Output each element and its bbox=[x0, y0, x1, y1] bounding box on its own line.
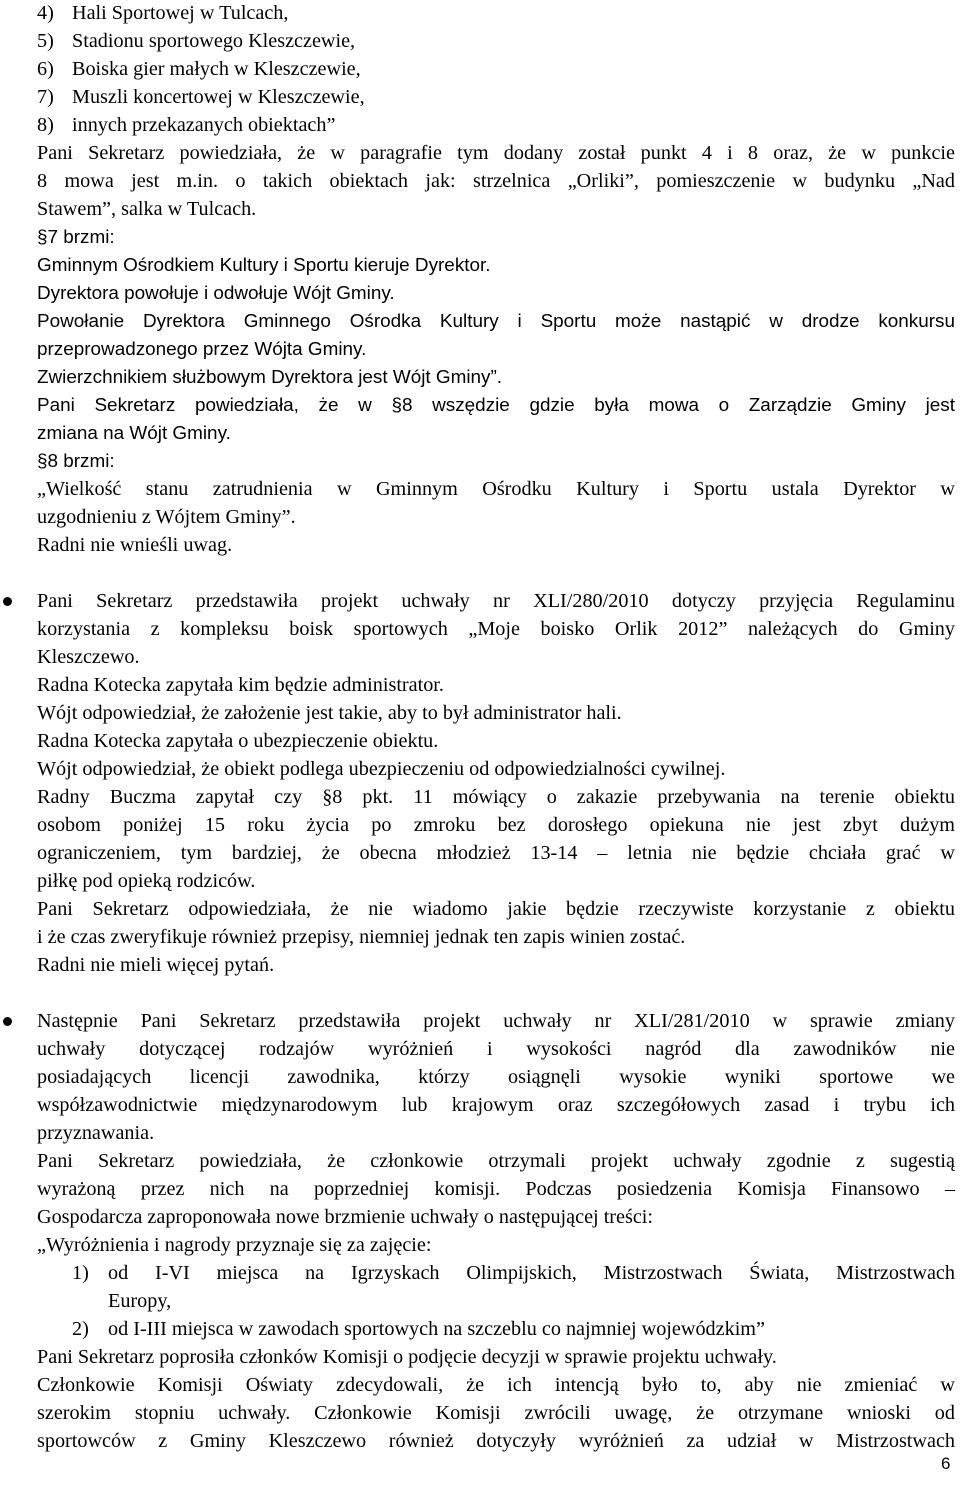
paragraph-line: korzystania z kompleksu boisk sportowych „Moje boisko Orlik 2012” należących do Gminy bbox=[37, 618, 955, 640]
paragraph-line: Następnie Pani Sekretarz przedstawiła projekt uchwały nr XLI/281/2010 w sprawie zmiany bbox=[37, 1010, 955, 1032]
list-number: 6) bbox=[37, 58, 54, 80]
paragraph-line: 8 mowa jest m.in. o takich obiektach jak: strzelnica „Orliki”, pomieszczenie w budynku „Nad bbox=[37, 170, 955, 192]
paragraph-line: Radna Kotecka zapytała kim będzie administrator. bbox=[37, 674, 444, 696]
page-number: 6 bbox=[941, 1454, 951, 1473]
paragraph-line: Kleszczewo. bbox=[37, 646, 140, 668]
paragraph-line: §7 brzmi: bbox=[37, 227, 115, 248]
paragraph-line: Pani Sekretarz poprosiła członków Komisji o podjęcie decyzji w sprawie projektu uchwały. bbox=[37, 1346, 777, 1368]
list-number: 1) bbox=[72, 1262, 89, 1284]
paragraph-line: sportowców z Gminy Kleszczewo również dotyczyły wyróżnień za udział w Mistrzostwach bbox=[37, 1430, 955, 1452]
paragraph-line: przeprowadzonego przez Wójta Gminy. bbox=[37, 339, 367, 360]
list-number: 5) bbox=[37, 30, 54, 52]
paragraph-line: „Wyróżnienia i nagrody przyznaje się za zajęcie: bbox=[37, 1234, 432, 1256]
paragraph-line: Pani Sekretarz przedstawiła projekt uchwały nr XLI/280/2010 dotyczy przyjęcia Regulaminu bbox=[37, 590, 955, 612]
paragraph-line: Zwierzchnikiem służbowym Dyrektora jest Wójt Gminy”. bbox=[37, 367, 503, 388]
list-item: Muszli koncertowej w Kleszczewie, bbox=[72, 86, 365, 108]
paragraph-line: Stawem”, salka w Tulcach. bbox=[37, 198, 257, 220]
paragraph-line: osobom poniżej 15 roku życia po zmroku bez dorosłego opiekuna nie jest zbyt dużym bbox=[37, 814, 955, 836]
list-item: innych przekazanych obiektach” bbox=[72, 114, 336, 136]
list-item: Europy, bbox=[108, 1290, 172, 1312]
bullet-point bbox=[3, 1017, 12, 1026]
paragraph-line: zmiana na Wójt Gminy. bbox=[37, 423, 231, 444]
paragraph-line: Dyrektora powołuje i odwołuje Wójt Gminy. bbox=[37, 283, 395, 304]
paragraph-line: Wójt odpowiedział, że założenie jest takie, aby to był administrator hali. bbox=[37, 702, 622, 724]
list-number: 2) bbox=[72, 1318, 89, 1340]
paragraph-line: Pani Sekretarz powiedziała, że członkowie otrzymali projekt uchwały zgodnie z sugestią bbox=[37, 1150, 955, 1172]
paragraph-line: §8 brzmi: bbox=[37, 451, 115, 472]
list-number: 7) bbox=[37, 86, 54, 108]
paragraph-line: Powołanie Dyrektora Gminnego Ośrodka Kultury i Sportu może nastąpić w drodze konkursu bbox=[37, 311, 955, 332]
paragraph-line: posiadających licencji zawodnika, którzy osiągnęli wysokie wyniki sportowe we bbox=[37, 1066, 955, 1088]
list-item: Stadionu sportowego Kleszczewie, bbox=[72, 30, 356, 52]
paragraph-line: Wójt odpowiedział, że obiekt podlega ubezpieczeniu od odpowiedzialności cywilnej. bbox=[37, 758, 726, 780]
paragraph-line: Radna Kotecka zapytała o ubezpieczenie obiektu. bbox=[37, 730, 439, 752]
paragraph-line: Radny Buczma zapytał czy §8 pkt. 11 mówiący o zakazie przebywania na terenie obiektu bbox=[37, 786, 955, 808]
list-item: od I-III miejsca w zawodach sportowych na szczeblu co najmniej wojewódzkim” bbox=[108, 1318, 765, 1340]
paragraph-line: Gospodarcza zaproponowała nowe brzmienie uchwały o następującej treści: bbox=[37, 1206, 654, 1228]
paragraph-line: ograniczeniem, tym bardziej, że obecna młodzież 13-14 – letnia nie będzie chciała grać w bbox=[37, 842, 955, 864]
paragraph-line: Gminnym Ośrodkiem Kultury i Sportu kieruje Dyrektor. bbox=[37, 255, 491, 276]
paragraph-line: uchwały dotyczącej rodzajów wyróżnień i wysokości nagród dla zawodników nie bbox=[37, 1038, 955, 1060]
paragraph-line: piłkę pod opieką rodziców. bbox=[37, 870, 256, 892]
paragraph-line: Członkowie Komisji Oświaty zdecydowali, że ich intencją było to, aby nie zmieniać w bbox=[37, 1374, 955, 1396]
list-number: 8) bbox=[37, 114, 54, 136]
list-item: Hali Sportowej w Tulcach, bbox=[72, 2, 289, 24]
paragraph-line: Radni nie wnieśli uwag. bbox=[37, 534, 233, 556]
paragraph-line: „Wielkość stanu zatrudnienia w Gminnym Ośrodku Kultury i Sportu ustala Dyrektor w bbox=[37, 478, 955, 500]
paragraph-line: Radni nie mieli więcej pytań. bbox=[37, 954, 275, 976]
paragraph-line: Pani Sekretarz odpowiedziała, że nie wiadomo jakie będzie rzeczywiste korzystanie z obiektu bbox=[37, 898, 955, 920]
list-item: od I-VI miejsca na Igrzyskach Olimpijskich, Mistrzostwach Świata, Mistrzostwach bbox=[108, 1262, 955, 1284]
bullet-point bbox=[3, 597, 12, 606]
paragraph-line: Pani Sekretarz powiedziała, że w §8 wszędzie gdzie była mowa o Zarządzie Gminy jest bbox=[37, 395, 955, 416]
paragraph-line: szerokim stopniu uchwały. Członkowie Komisji zwrócili uwagę, że otrzymane wnioski od bbox=[37, 1402, 955, 1424]
paragraph-line: i że czas zweryfikuje również przepisy, niemniej jednak ten zapis winien zostać. bbox=[37, 926, 686, 948]
list-number: 4) bbox=[37, 2, 54, 24]
paragraph-line: Pani Sekretarz powiedziała, że w paragrafie tym dodany został punkt 4 i 8 oraz, że w punkcie bbox=[37, 142, 955, 164]
list-item: Boiska gier małych w Kleszczewie, bbox=[72, 58, 361, 80]
paragraph-line: przyznawania. bbox=[37, 1122, 155, 1144]
paragraph-line: uzgodnieniu z Wójtem Gminy”. bbox=[37, 506, 296, 528]
paragraph-line: wyrażoną przez nich na poprzedniej komisji. Podczas posiedzenia Komisja Finansowo – bbox=[37, 1178, 955, 1200]
paragraph-line: współzawodnictwie międzynarodowym lub krajowym oraz szczegółowych zasad i trybu ich bbox=[37, 1094, 955, 1116]
